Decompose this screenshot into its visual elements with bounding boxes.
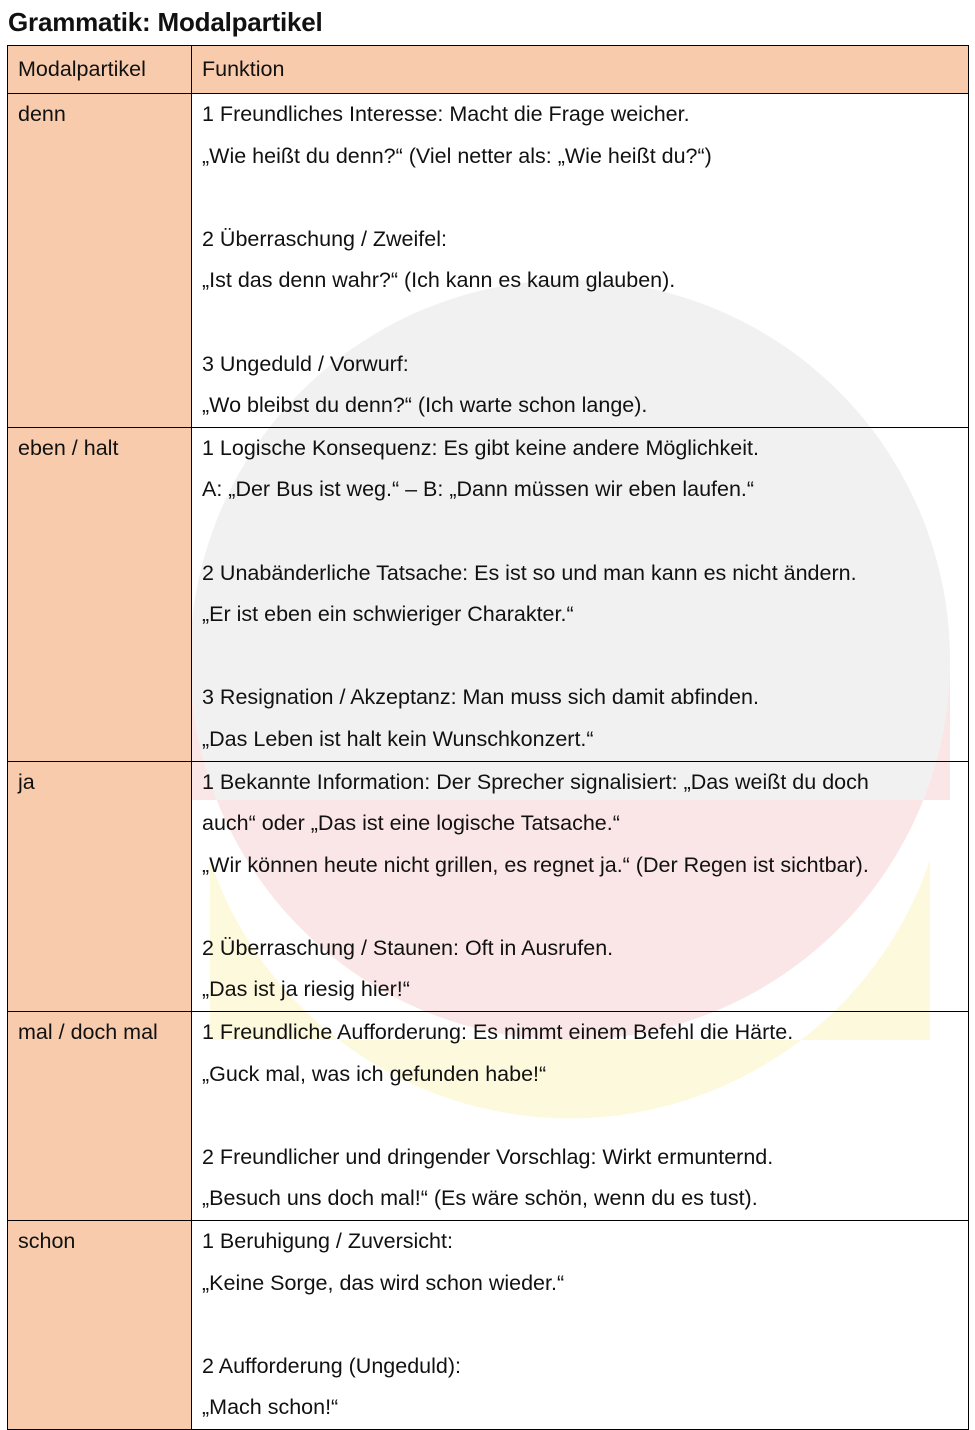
function-line: 2 Freundlicher und dringender Vorschlag: Wirkt ermunternd. (202, 1144, 774, 1169)
function-cell (192, 1012, 969, 1221)
function-cell (192, 427, 969, 761)
blank-line (202, 886, 958, 928)
blank-line (202, 177, 958, 219)
function-line: „Wo bleibst du denn?“ (Ich warte schon lange). (202, 393, 648, 418)
function-line: „Wir können heute nicht grillen, es regnet ja.“ (Der Regen ist sichtbar). (202, 852, 869, 877)
function-line: auch“ oder „Das ist eine logische Tatsache.“ (202, 811, 620, 836)
function-line: 2 Überraschung / Staunen: Oft in Ausrufen. (202, 935, 614, 960)
particle-cell: ja (8, 761, 192, 1012)
function-line: 1 Freundliches Interesse: Macht die Frage weicher. (202, 102, 690, 126)
blank-line (202, 511, 958, 553)
table-body (8, 94, 969, 1430)
function-line: „Das ist ja riesig hier!“ (202, 977, 410, 1002)
function-line: „Besuch uns doch mal!“ (Es wäre schön, wenn du es tust). (202, 1186, 758, 1211)
function-cell (192, 1221, 969, 1430)
particle-cell: schon (8, 1221, 192, 1430)
function-line: „Wie heißt du denn?“ (Viel netter als: „Wie heißt du?“) (202, 143, 712, 168)
function-line: 2 Überraschung / Zweifel: (202, 226, 447, 251)
function-line: 1 Logische Konsequenz: Es gibt keine andere Möglichkeit. (202, 435, 759, 460)
function-line: „Guck mal, was ich gefunden habe!“ (202, 1061, 547, 1086)
particle-cell: eben / halt (8, 427, 192, 761)
page-title: Grammatik: Modalpartikel (8, 7, 323, 37)
particle-cell: denn (8, 94, 192, 428)
column-header-particle: Modalpartikel (8, 46, 192, 94)
table-row (8, 427, 969, 761)
table-header-row (8, 46, 969, 94)
function-line: 1 Freundliche Aufforderung: Es nimmt einem Befehl die Härte. (202, 1020, 794, 1045)
function-line: „Das Leben ist halt kein Wunschkonzert.“ (202, 726, 594, 751)
function-line: „Mach schon!“ (202, 1395, 339, 1420)
modalpartikel-table (7, 45, 969, 1430)
blank-line (202, 302, 958, 344)
function-line: 1 Beruhigung / Zuversicht: (202, 1229, 453, 1254)
function-line: A: „Der Bus ist weg.“ – B: „Dann müssen wir eben laufen.“ (202, 477, 755, 502)
function-line: 2 Aufforderung (Ungeduld): (202, 1353, 461, 1378)
function-line: 3 Resignation / Akzeptanz: Man muss sich damit abfinden. (202, 685, 759, 710)
blank-line (202, 1304, 958, 1346)
function-line: „Ist das denn wahr?“ (Ich kann es kaum glauben). (202, 268, 676, 293)
function-line: 3 Ungeduld / Vorwurf: (202, 351, 409, 376)
table-row (8, 94, 969, 428)
particle-cell: mal / doch mal (8, 1012, 192, 1221)
function-line: „Er ist eben ein schwieriger Charakter.“ (202, 602, 574, 627)
function-cell (192, 761, 969, 1012)
blank-line (202, 1095, 958, 1137)
function-line: 2 Unabänderliche Tatsache: Es ist so und man kann es nicht ändern. (202, 560, 857, 585)
function-cell (192, 94, 969, 428)
table-row (8, 1221, 969, 1430)
table-row (8, 761, 969, 1012)
blank-line (202, 636, 958, 678)
function-line: „Keine Sorge, das wird schon wieder.“ (202, 1270, 565, 1295)
function-line: 1 Bekannte Information: Der Sprecher signalisiert: „Das weißt du doch (202, 769, 869, 794)
column-header-function: Funktion (192, 46, 969, 94)
table-row (8, 1012, 969, 1221)
